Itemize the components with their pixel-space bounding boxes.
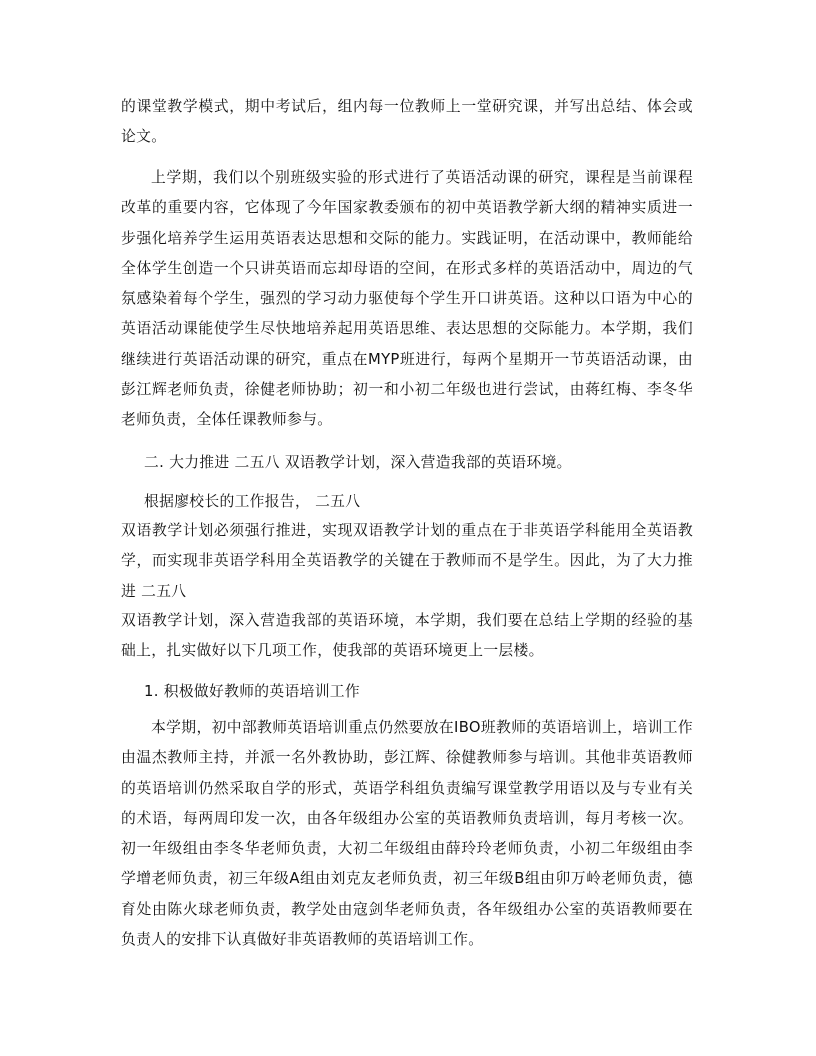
- section-heading-bilingual: 二. 大力推进 二五八 双语教学计划，深入营造我部的英语环境。: [144, 454, 572, 471]
- paragraph-report-intro: 根据廖校长的工作报告， 二五八: [144, 493, 361, 510]
- paragraph-this-semester: 双语教学计划，深入营造我部的英语环境，本学期，我们要在总结上学期的经验的基础上，扎实做好以下几项工作，使我部的英语环境更上一层楼。: [121, 612, 693, 660]
- subheading-teacher-training: 1. 积极做好教师的英语培训工作: [144, 683, 360, 700]
- paragraph-continued: 的课堂教学模式，期中考试后，组内每一位教师上一堂研究课，并写出总结、体会或论文。: [121, 98, 693, 146]
- paragraph-training-details: 本学期，初中部教师英语培训重点仍然要放在IBO班教师的英语培训上，培训工作由温杰教师主持，并派一名外教协助，彭江辉、徐健教师参与培训。其他非英语教师的英语培训仍然采取自学的形式，英语学科组负责编写课堂教学用语以及与专业有关的术语，每两周印发一次，由各年级组办公室的英语教师负责培训，每月考核一次。初一年级组由李冬华老师负责，大初二年级组由薛玲玲老师负责，小初二年级组由李学增老师负责，初三年级A组由刘克友老师负责，初三年级B组由卯万岭老师负责，德育处由陈火球老师负责，教学处由寇剑华老师负责，各年级组办公室的英语教师要在负责人的安排下认真做好非英语教师的英语培训工作。: [121, 719, 693, 949]
- paragraph-activity-course: 上学期，我们以个别班级实验的形式进行了英语活动课的研究，课程是当前课程改革的重要内容，它体现了今年国家教委颁布的初中英语教学新大纲的精神实质进一步强化培养学生运用英语表达思想和交际的能力。实践证明，在活动课中，教师能给全体学生创造一个只讲英语而忘却母语的空间，在形式多样的英语活动中，周边的气氛感染着每个学生，强烈的学习动力驱使每个学生开口讲英语。这种以口语为中心的英语活动课能使学生尽快地培养起用英语思维、表达思想的交际能力。本学期，我们继续进行英语活动课的研究，重点在MYP班进行，每两个星期开一节英语活动课，由彭江辉老师负责，徐健老师协助；初一和小初二年级也进行尝试，由蒋红梅、李冬华老师负责，全体任课教师参与。: [121, 169, 693, 429]
- paragraph-bilingual-plan: 双语教学计划必须强行推进，实现双语教学计划的重点在于非英语学科能用全英语教学，而实现非英语学科用全英语教学的关键在于教师而不是学生。因此，为了大力推进 二五八: [121, 522, 693, 600]
